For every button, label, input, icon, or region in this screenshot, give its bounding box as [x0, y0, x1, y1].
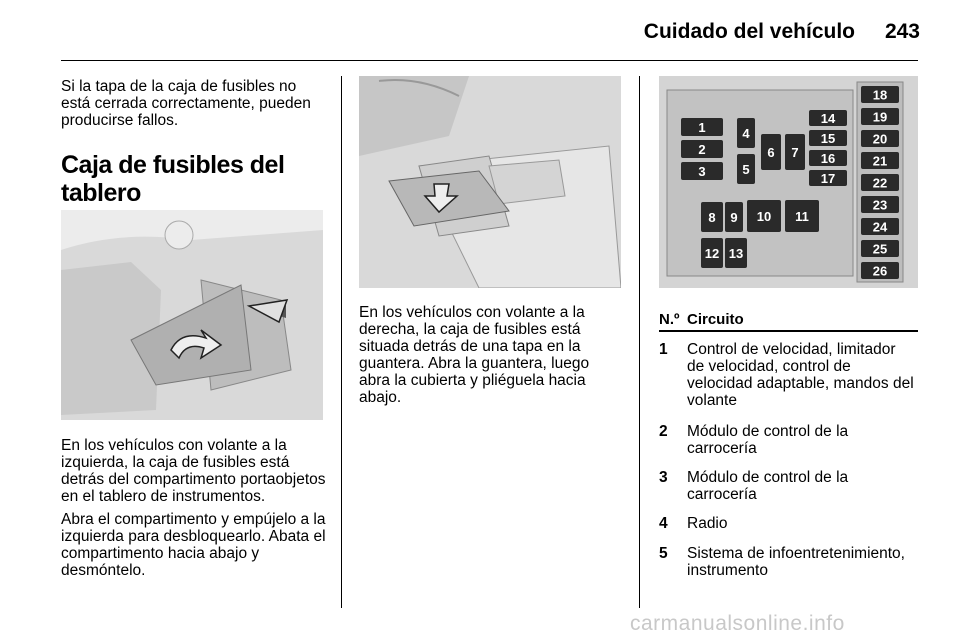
- circuit-description: Control de velocidad, limitador de velocidad, control de velocidad adaptable, mandos del volante: [687, 341, 914, 409]
- lhd-paragraph-2: Abra el compartimento y empújelo a la izquierda para desbloquearlo. Abata el compartimento hacia abajo y desmóntelo.: [61, 511, 326, 579]
- section-title-line-1: Caja de fusibles del tablero: [61, 151, 285, 207]
- column-divider-left: [341, 76, 342, 608]
- header-rule: [61, 60, 918, 61]
- fuse-number: 3: [659, 469, 668, 486]
- table-header-rule: [659, 330, 918, 332]
- circuit-description: Sistema de infoentretenimiento, instrumento: [687, 545, 905, 579]
- fuse-label-23: 23: [872, 197, 888, 213]
- fuse-number: 4: [659, 515, 668, 532]
- intro-paragraph: Si la tapa de la caja de fusibles no está cerrada correctamente, pueden producirse fallos.: [61, 78, 311, 129]
- rhd-glovebox-illustration: [359, 76, 621, 288]
- fuse-label-21: 21: [872, 153, 888, 169]
- fuse-number: 5: [659, 545, 668, 562]
- fuse-label-6: 6: [767, 145, 775, 160]
- fuse-label-25: 25: [872, 241, 888, 257]
- fuse-label-20: 20: [872, 131, 888, 147]
- table-header-circuit: Circuito: [687, 311, 744, 328]
- fuse-label-26: 26: [872, 263, 888, 279]
- circuit-description: Radio: [687, 515, 728, 532]
- fuse-label-10: 10: [756, 209, 772, 224]
- fuse-label-18: 18: [872, 87, 888, 103]
- fuse-label-2: 2: [698, 142, 706, 157]
- fuse-label-12: 12: [704, 246, 720, 261]
- page-number: 243: [884, 20, 920, 43]
- fuse-label-15: 15: [820, 131, 836, 146]
- fuse-label-13: 13: [728, 246, 744, 261]
- column-divider-right: [639, 76, 640, 608]
- fuse-label-5: 5: [742, 162, 750, 177]
- fuse-label-3: 3: [698, 164, 706, 179]
- fuse-label-14: 14: [820, 111, 836, 126]
- lhd-paragraph-1: En los vehículos con volante a la izquierda, la caja de fusibles está detrás del compartimento portaobjetos en el tablero de instrumentos.: [61, 437, 326, 505]
- fuse-label-8: 8: [708, 210, 716, 225]
- fuse-label-24: 24: [872, 219, 888, 235]
- running-header-title: Cuidado del vehículo: [643, 20, 855, 43]
- fuse-number: 2: [659, 423, 668, 440]
- circuit-description: Módulo de control de la carrocería: [687, 423, 849, 457]
- lhd-glovebox-illustration: [61, 210, 323, 420]
- circuit-description: Módulo de control de la carrocería: [687, 469, 849, 503]
- fuse-label-17: 17: [820, 171, 836, 186]
- table-header-number: N.º: [659, 311, 680, 328]
- fuse-label-9: 9: [730, 210, 738, 225]
- lhd-description: [61, 437, 326, 585]
- rhd-description: En los vehículos con volante a la derecha, la caja de fusibles está situada detrás de una tapa en la guantera. Abra la guantera, luego abra la cubierta y pliéguela hacia abajo.: [359, 304, 590, 406]
- fuse-label-22: 22: [872, 175, 888, 191]
- fuse-label-1: 1: [698, 120, 706, 135]
- fuse-label-11: 11: [795, 209, 809, 224]
- fuse-label-4: 4: [742, 126, 750, 141]
- fuse-label-16: 16: [820, 151, 836, 166]
- fuse-label-7: 7: [791, 145, 799, 160]
- fuse-label-19: 19: [872, 109, 888, 125]
- fuse-number: 1: [659, 341, 668, 358]
- fuse-box-diagram: [659, 76, 918, 288]
- watermark: carmanualsonline.info: [630, 612, 845, 635]
